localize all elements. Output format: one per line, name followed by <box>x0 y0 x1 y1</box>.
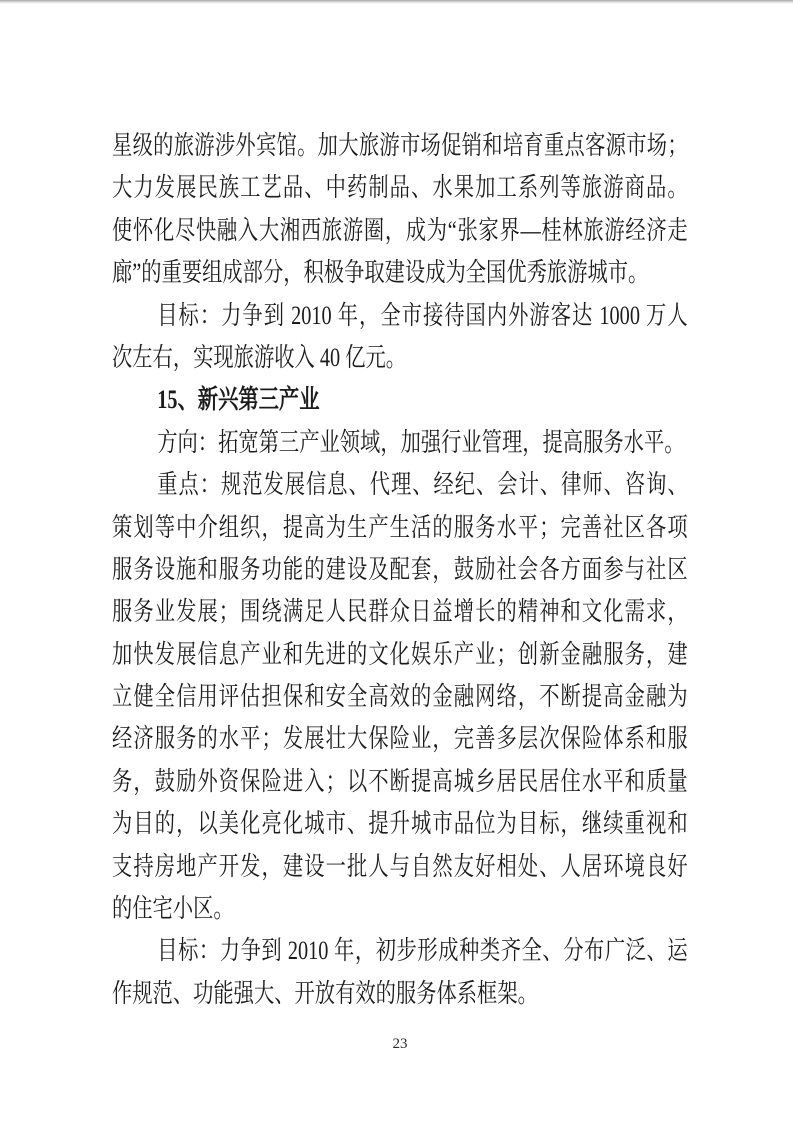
text-line: 服务业发展；围绕满足人民群众日益增长的精神和文化需求， <box>112 597 688 627</box>
text-line: 服务设施和服务功能的建设及配套，鼓励社会各方面参与社区 <box>112 554 688 584</box>
text-line: 为目的，以美化亮化城市、提升城市品位为目标，继续重视和 <box>112 809 688 839</box>
text-line: 目标：力争到 2010 年，初步形成种类齐全、分布广泛、运 <box>157 936 688 966</box>
heading-line: 15、新兴第三产业 <box>157 385 320 415</box>
text-line: 重点：规范发展信息、代理、经纪、会计、律师、咨询、 <box>157 470 688 500</box>
text-line: 立健全信用评估担保和安全高效的金融网络，不断提高金融为 <box>112 682 688 712</box>
text-line: 星级的旅游涉外宾馆。加大旅游市场促销和培育重点客源市场； <box>112 131 688 160</box>
text-line: 务，鼓励外资保险进入；以不断提高城乡居民居住水平和质量 <box>112 766 688 796</box>
text-line: 经济服务的水平；发展壮大保险业，完善多层次保险体系和服 <box>112 724 688 754</box>
text-line: 作规范、功能强大、开放有效的服务体系框架。 <box>112 978 538 1008</box>
text-line: 大力发展民族工艺品、中药制品、水果加工系列等旅游商品。 <box>112 173 688 203</box>
text-line: 策划等中介组织，提高为生产生活的服务水平；完善社区各项 <box>112 512 688 542</box>
scan-edge-artifact <box>0 0 793 4</box>
text-line: 方向：拓宽第三产业领域，加强行业管理，提高服务水平。 <box>157 427 685 457</box>
text-line: 廊”的重要组成部分，积极争取建设成为全国优秀旅游城市。 <box>112 258 649 288</box>
text-line: 使怀化尽快融入大湘西旅游圈，成为“张家界—桂林旅游经济走 <box>112 215 688 245</box>
text-line: 加快发展信息产业和先进的文化娱乐产业；创新金融服务，建 <box>112 639 688 669</box>
text-line: 目标：力争到 2010 年，全市接待国内外游客达 1000 万人 <box>157 300 688 330</box>
document-text-block <box>112 125 688 1015</box>
text-line: 次左右，实现旅游收入 40 亿元。 <box>112 342 407 372</box>
text-line: 支持房地产开发，建设一批人与自然友好相处、人居环境良好 <box>112 851 688 881</box>
page-number: 23 <box>392 1036 408 1052</box>
text-line: 的住宅小区。 <box>112 894 234 924</box>
